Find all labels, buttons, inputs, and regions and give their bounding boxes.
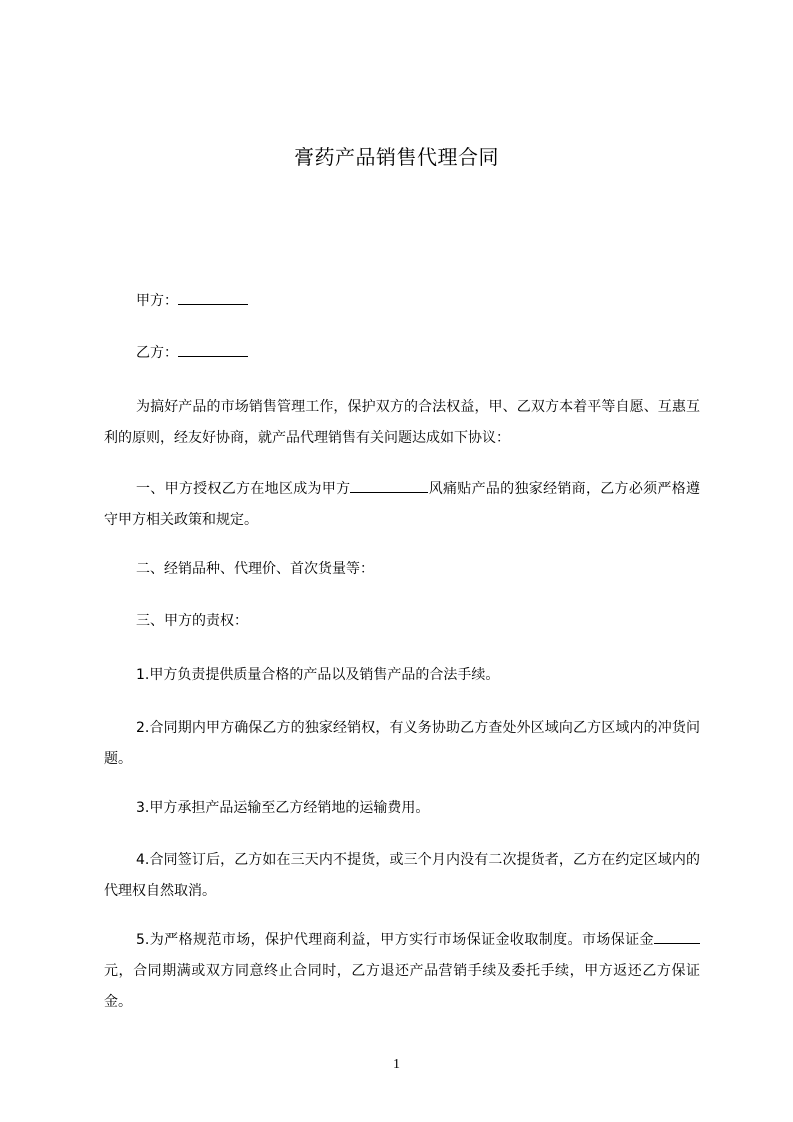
page-number: 1 [393, 1057, 400, 1072]
item-2-paragraph: 2.合同期内甲方确保乙方的独家经销权，有义务协助乙方查处外区域向乙方区域内的冲货问题。 [104, 720, 700, 767]
party-b-label: 乙方： [136, 345, 178, 361]
article-3-paragraph: 三、甲方的责权： [136, 613, 248, 629]
party-a-line [104, 286, 700, 317]
party-b-line [104, 338, 700, 369]
article-2-paragraph: 二、经销品种、代理价、首次货量等： [136, 561, 374, 577]
party-a-label: 甲方： [136, 293, 178, 309]
page-title: 膏药产品销售代理合同 [294, 145, 499, 169]
item-5-paragraph [104, 925, 700, 1018]
article-1-text-b: 风痛贴产品的独家经销商，乙方必须严格遵守甲方相关政策和规定。 [104, 481, 701, 528]
party-b-blank [178, 341, 248, 357]
article-1-paragraph [104, 474, 700, 536]
article-1-blank [350, 477, 428, 493]
party-a-blank [178, 289, 248, 305]
item-4-paragraph: 4.合同签订后，乙方如在三天内不提货，或三个月内没有二次提货者，乙方在约定区域内的代理权自然取消。 [104, 852, 700, 899]
item-5-text-a: 5.为严格规范市场，保护代理商利益，甲方实行市场保证金收取制度。市场保证金 [136, 932, 654, 948]
item-5-blank [654, 928, 700, 944]
item-1-paragraph: 1.甲方负责提供质量合格的产品以及销售产品的合法手续。 [136, 667, 500, 683]
preamble-paragraph: 为搞好产品的市场销售管理工作，保护双方的合法权益，甲、乙双方本着平等自愿、互惠互利的原则，经友好协商，就产品代理销售有关问题达成如下协议： [104, 399, 700, 446]
item-3-paragraph: 3.甲方承担产品运输至乙方经销地的运输费用。 [136, 800, 430, 816]
article-1-text-a: 一、甲方授权乙方在地区成为甲方 [136, 481, 351, 497]
item-5-text-b: 元，合同期满或双方同意终止合同时，乙方退还产品营销手续及委托手续，甲方返还乙方保证金。 [104, 963, 700, 1010]
